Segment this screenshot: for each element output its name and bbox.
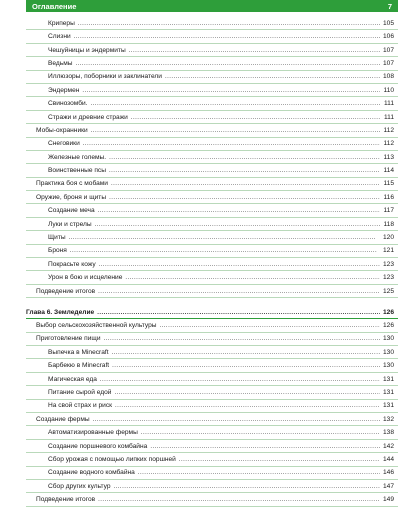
toc-leader-dots (98, 496, 380, 504)
toc-leader-dots (70, 247, 380, 255)
toc-row[interactable] (26, 480, 398, 493)
toc-leader-dots (138, 469, 380, 477)
toc-row[interactable] (26, 467, 398, 480)
toc-row[interactable] (26, 57, 398, 70)
toc-entry-page: 112 (383, 140, 394, 148)
toc-entry-title: Создание поршневого комбайна (26, 443, 149, 451)
toc-row[interactable] (26, 426, 398, 439)
toc-entry-title: Снеговики (26, 140, 82, 148)
toc-row[interactable] (26, 400, 398, 413)
toc-leader-dots (109, 167, 381, 175)
toc-leader-dots (99, 261, 380, 269)
toc-row[interactable] (26, 386, 398, 399)
toc-row[interactable] (26, 17, 398, 30)
toc-leader-dots (111, 180, 381, 188)
toc-entry-page: 116 (383, 193, 394, 201)
toc-row[interactable] (26, 111, 398, 124)
toc-entry-page: 123 (382, 274, 394, 282)
toc-entry-title: Глава 6. Земледелие (26, 308, 95, 316)
toc-entry-page: 149 (382, 496, 394, 504)
toc-entry-page: 107 (382, 46, 394, 54)
toc-entry-title: Приготовление пищи (26, 335, 103, 343)
toc-entry-title: Практика боя с мобами (26, 180, 110, 188)
header-title: Оглавление (32, 1, 77, 11)
toc-entry-title: Автоматизированные фермы (26, 429, 140, 437)
toc-entry-title: Оружие, броня и щиты (26, 194, 108, 202)
toc-row[interactable] (26, 258, 398, 271)
toc-entry-page: 138 (382, 429, 394, 437)
toc-entry-page: 108 (382, 73, 394, 81)
toc-entry-title: Магическая еда (26, 376, 99, 384)
toc-entry-title: Питание сырой едой (26, 389, 113, 397)
toc-entry-page: 126 (382, 308, 394, 316)
toc-leader-dots (112, 362, 380, 370)
toc-leader-dots (109, 194, 380, 202)
toc-entry-page: 115 (383, 180, 394, 188)
toc-leader-dots (98, 288, 380, 296)
toc-leader-dots (114, 483, 380, 491)
toc-entry-title: Чешуйницы и эндермиты (26, 47, 128, 55)
toc-entry-page: 146 (382, 469, 394, 477)
toc-leader-dots (98, 207, 381, 215)
toc-entry-title: На свой страх и риск (26, 402, 114, 410)
toc-row[interactable] (26, 271, 398, 284)
toc-row[interactable] (26, 218, 398, 231)
toc-row[interactable] (26, 124, 398, 137)
toc-entry-page: 110 (383, 86, 394, 94)
toc-leader-dots (95, 221, 381, 229)
toc-row[interactable] (26, 319, 398, 332)
toc-entry-page: 130 (382, 348, 394, 356)
toc-entry-page: 132 (382, 415, 394, 423)
toc-row[interactable] (26, 346, 398, 359)
toc-entry-title: Иллюзоры, поборники и заклинатели (26, 73, 164, 81)
toc-leader-dots (83, 140, 381, 148)
toc-entry-page: 114 (383, 167, 394, 175)
toc-row[interactable] (26, 359, 398, 372)
toc-row[interactable] (26, 231, 398, 244)
toc-row[interactable] (26, 164, 398, 177)
toc-entry-title: Выпечка в Minecraft (26, 349, 111, 357)
toc-entry-title: Создание меча (26, 207, 97, 215)
toc-row[interactable] (26, 493, 398, 506)
toc-entry-page: 111 (383, 100, 394, 108)
toc-leader-dots (112, 349, 380, 357)
toc-leader-dots (129, 47, 380, 55)
toc-row[interactable] (26, 138, 398, 151)
toc-row[interactable] (26, 71, 398, 84)
toc-leader-dots (141, 429, 380, 437)
toc-leader-dots (97, 309, 380, 317)
header-page-number: 7 (387, 1, 392, 11)
toc-entry-title: Создание водного комбайна (26, 469, 137, 477)
toc-row[interactable] (26, 373, 398, 386)
toc-entry-title: Ведьмы (26, 60, 74, 68)
toc-chapter-row[interactable] (26, 304, 398, 319)
toc-entry-title: Броня (26, 247, 69, 255)
toc-entry-title: Щиты (26, 234, 68, 242)
toc-leader-dots (100, 376, 380, 384)
toc-entry-title: Свинозомби. (26, 100, 90, 108)
toc-leader-dots (78, 20, 380, 28)
toc-entry-page: 118 (383, 220, 394, 228)
toc-entry-title: Покрасьте кожу (26, 261, 98, 269)
toc-entry-title: Сбор других культур (26, 483, 113, 491)
toc-row[interactable] (26, 30, 398, 43)
toc-entry-page: 107 (382, 59, 394, 67)
toc-leader-dots (131, 114, 381, 122)
toc-leader-dots (125, 274, 380, 282)
toc-entry-page: 131 (382, 375, 394, 383)
toc-entry-title: Железные големы. (26, 154, 108, 162)
toc-row[interactable] (26, 178, 398, 191)
table-of-contents (26, 17, 398, 507)
toc-entry-title: Луки и стрелы (26, 221, 94, 229)
toc-entry-page: 142 (382, 442, 394, 450)
toc-entry-page: 117 (383, 207, 394, 215)
toc-leader-dots (82, 87, 380, 95)
toc-entry-title: Подведение итогов (26, 288, 97, 296)
toc-row[interactable] (26, 333, 398, 346)
toc-row[interactable] (26, 44, 398, 57)
toc-entry-title: Криперы (26, 20, 77, 28)
toc-leader-dots (179, 456, 380, 464)
toc-entry-page: 106 (382, 33, 394, 41)
toc-row[interactable] (26, 97, 398, 110)
toc-entry-page: 111 (383, 113, 394, 121)
toc-entry-title: Воинственные псы (26, 167, 108, 175)
toc-entry-page: 147 (382, 482, 394, 490)
toc-leader-dots (109, 154, 380, 162)
toc-entry-page: 112 (383, 126, 394, 134)
toc-entry-title: Создание фермы (26, 416, 92, 424)
toc-entry-title: Слизни (26, 33, 73, 41)
toc-entry-title: Барбекю в Minecraft (26, 362, 111, 370)
toc-entry-page: 126 (382, 322, 394, 329)
toc-row[interactable] (26, 245, 398, 258)
toc-entry-page: 121 (382, 247, 394, 255)
toc-leader-dots (91, 127, 381, 135)
toc-entry-page: 120 (382, 234, 394, 242)
toc-entry-page: 130 (382, 362, 394, 370)
toc-leader-dots (75, 60, 380, 68)
toc-entry-title: Выбор сельскохозяйственной культуры (26, 322, 159, 330)
toc-leader-dots (69, 234, 380, 242)
toc-leader-dots (160, 322, 380, 330)
toc-row[interactable] (26, 440, 398, 453)
toc-row[interactable] (26, 84, 398, 97)
toc-row[interactable] (26, 151, 398, 164)
toc-leader-dots (165, 73, 380, 81)
toc-entry-title: Мобы-охранники (26, 127, 90, 135)
toc-entry-page: 105 (382, 19, 394, 27)
toc-leader-dots (74, 33, 380, 41)
toc-entry-page: 130 (382, 335, 394, 343)
toc-entry-title: Подведение итогов (26, 496, 97, 504)
toc-entry-page: 131 (382, 402, 394, 410)
toc-entry-page: 123 (382, 260, 394, 268)
toc-entry-page: 125 (382, 287, 394, 295)
toc-entry-page: 144 (382, 455, 394, 463)
toc-leader-dots (114, 389, 380, 397)
toc-leader-dots (104, 335, 380, 343)
toc-entry-page: 131 (382, 388, 394, 396)
toc-entry-title: Эндермен (26, 87, 81, 95)
toc-entry-title: Стражи и древние стражи (26, 114, 130, 122)
toc-leader-dots (150, 443, 380, 451)
page-header (26, 0, 398, 12)
toc-entry-page: 113 (383, 153, 394, 161)
toc-entry-title: Урон в бою и исцеление (26, 274, 124, 282)
toc-leader-dots (115, 402, 380, 410)
toc-row[interactable] (26, 285, 398, 298)
toc-row[interactable] (26, 204, 398, 217)
toc-row[interactable] (26, 191, 398, 204)
toc-entry-title: Сбор урожая с помощью липких поршней (26, 456, 178, 464)
toc-leader-dots (91, 100, 381, 108)
toc-row[interactable] (26, 453, 398, 466)
